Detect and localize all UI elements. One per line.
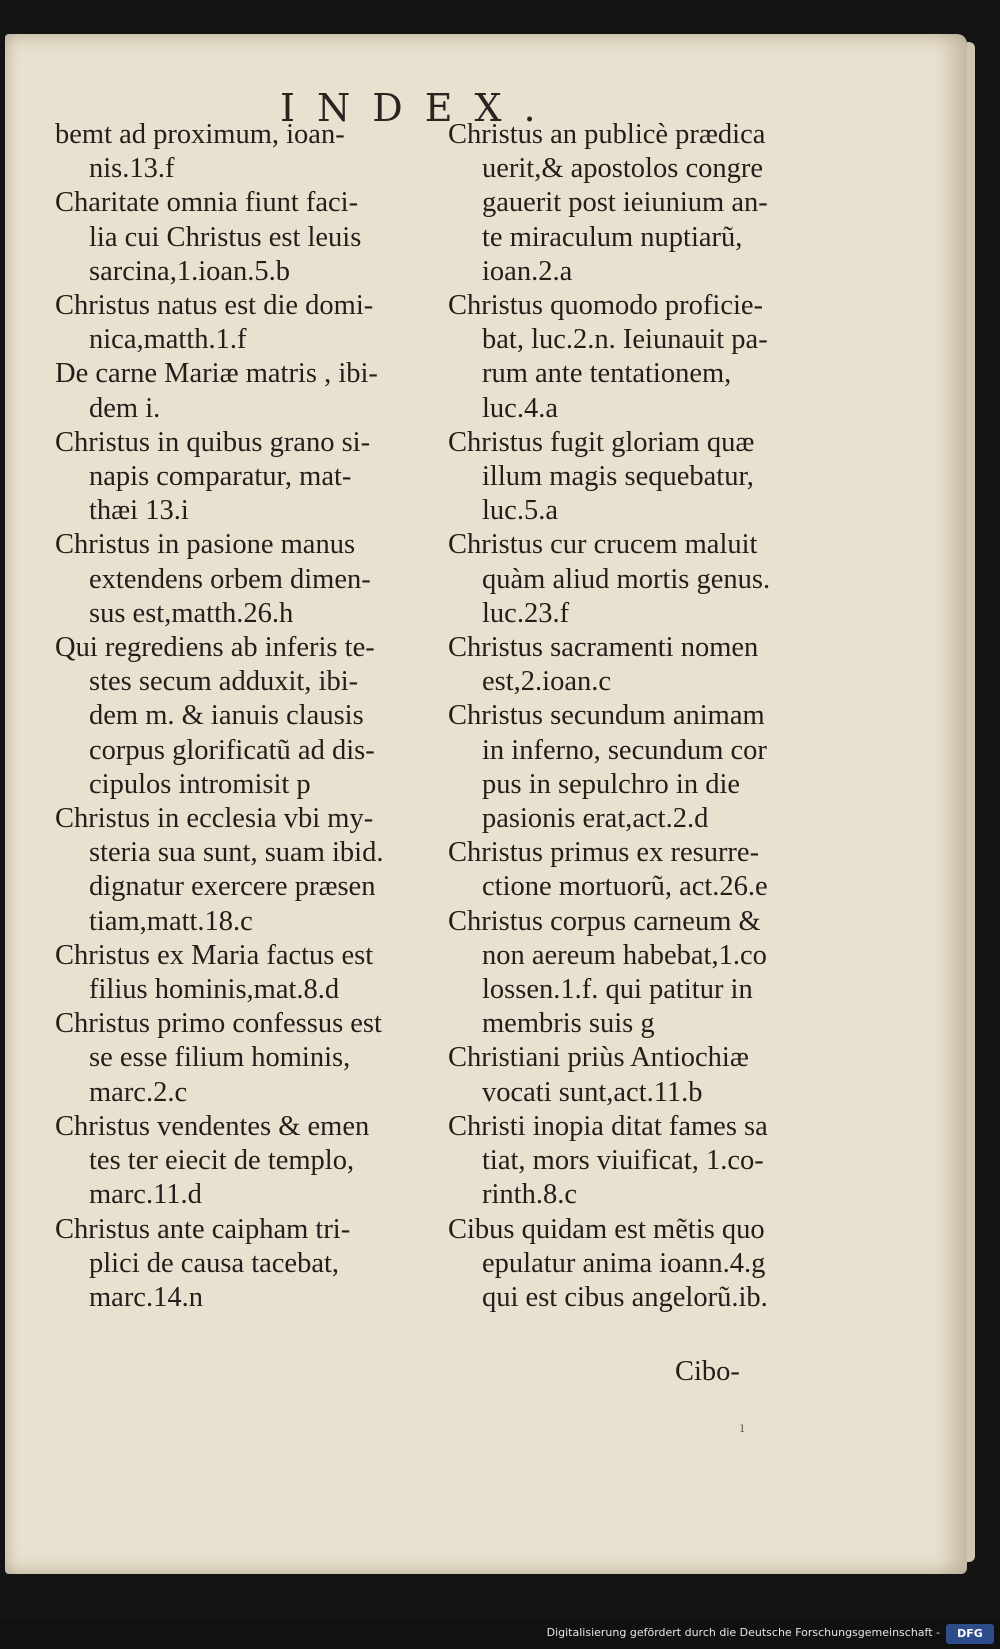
index-entry-line: stes secum adduxit, ibi- [89, 666, 359, 698]
index-entry-line: rum ante tentationem, [482, 358, 732, 390]
index-entry-line: bat, luc.2.n. Ieiunauit pa- [482, 324, 768, 356]
index-entry-line: marc.11.d [89, 1179, 202, 1211]
index-entry-line: dignatur exercere præsen [89, 871, 376, 903]
index-entry-line: uerit,& apostolos congre [482, 153, 763, 185]
index-entry-line: rinth.8.c [482, 1179, 577, 1211]
index-entry-line: gauerit post ieiunium an- [482, 187, 768, 219]
index-entry-line: dem i. [89, 392, 161, 424]
index-entry-line: Cibus quidam est mẽtis quo [448, 1213, 765, 1245]
index-entry-line: Christus ante caipham tri- [55, 1213, 351, 1245]
index-entry-line: Christus in ecclesia vbi my- [55, 803, 374, 835]
index-entry-line: pus in sepulchro in die [482, 768, 741, 800]
index-entry-line: lossen.1.f. qui patitur in [482, 974, 753, 1006]
index-entry-line: Christus sacramenti nomen [448, 632, 759, 664]
index-entry-line: Christus in pasione manus [55, 529, 356, 561]
index-entry-line: sus est,matth.26.h [89, 597, 294, 629]
index-entry-line: luc.23.f [482, 597, 570, 629]
index-entry-line: Christus vendentes & emen [55, 1110, 370, 1142]
index-entry [448, 836, 808, 904]
index-entry [55, 631, 425, 802]
index-entry [55, 1110, 425, 1213]
index-entry-line: epulatur anima ioann.4.g [482, 1247, 766, 1279]
index-entry-line: tiat, mors viuificat, 1.co- [482, 1145, 764, 1177]
index-entry [448, 289, 808, 426]
index-entry-line: luc.5.a [482, 495, 558, 527]
index-entry [55, 802, 425, 939]
index-entry-line: steria sua sunt, suam ibid. [89, 837, 384, 869]
index-entry-line: Qui regrediens ab inferis te- [55, 632, 375, 664]
index-entry [448, 699, 808, 836]
index-entry-line: corpus glorificatũ ad dis- [89, 734, 375, 766]
index-entry-line: Christus natus est die domi- [55, 290, 374, 322]
index-entry-line: luc.4.a [482, 392, 558, 424]
index-entry [55, 357, 425, 425]
index-entry-line: napis comparatur, mat- [89, 461, 352, 493]
index-entry-line: nis.13.f [89, 153, 175, 185]
index-entry [55, 1007, 425, 1110]
index-entry-line: Christus fugit gloriam quæ [448, 426, 755, 458]
index-entry-line: Christus quomodo proficie- [448, 290, 764, 322]
index-entry-line: Christus an publicè prædica [448, 119, 766, 150]
index-entry [55, 528, 425, 631]
index-entry-line: nica,matth.1.f [89, 324, 247, 356]
index-entry-line: ioan.2.a [482, 255, 573, 287]
index-entry [448, 118, 808, 289]
index-entry [55, 1213, 425, 1316]
index-entry-line: Charitate omnia fiunt faci- [55, 187, 359, 219]
index-entry-line: tiam,matt.18.c [89, 905, 253, 937]
page-edge [967, 42, 975, 1562]
index-entry [448, 1213, 808, 1316]
index-entry-line: Christus secundum animam [448, 700, 765, 732]
index-entry-line: Christus primus ex resurre- [448, 837, 760, 869]
index-entry-line: non aereum habebat,1.co [482, 939, 767, 971]
index-entry-line: se esse filium hominis, [89, 1042, 351, 1074]
index-column-left [55, 118, 425, 1315]
index-entry-line: illum magis sequebatur, [482, 461, 754, 493]
index-entry-line: Christus in quibus grano si- [55, 426, 371, 458]
index-entry-line: bemt ad proximum, ioan- [55, 119, 345, 150]
index-entry-line: tes ter eiecit de templo, [89, 1145, 355, 1177]
index-entry [55, 289, 425, 357]
index-entry [448, 1041, 808, 1109]
index-entry [55, 186, 425, 289]
index-entry-line: Christi inopia ditat fames sa [448, 1110, 768, 1142]
index-entry [448, 631, 808, 699]
index-entry [448, 905, 808, 1042]
index-entry-line: est,2.ioan.c [482, 666, 612, 698]
index-entry-line: ctione mortuorũ, act.26.e [482, 871, 768, 903]
dfg-logo: DFG [946, 1624, 994, 1644]
index-entry-line: sarcina,1.ioan.5.b [89, 255, 291, 287]
index-entry [448, 1110, 808, 1213]
index-entry-line: Christiani priùs Antiochiæ [448, 1042, 749, 1074]
index-entry-line: extendens orbem dimen- [89, 563, 371, 595]
running-head: INDEX. [280, 86, 558, 130]
index-entry-line: dem m. & ianuis clausis [89, 700, 364, 732]
index-entry-line: Christus ex Maria factus est [55, 939, 374, 971]
index-entry-line: quàm aliud mortis genus. [482, 563, 771, 595]
index-entry-line: plici de causa tacebat, [89, 1247, 340, 1279]
funding-credit: Digitalisierung gefördert durch die Deutsche Forschungsgemeinschaft - [546, 1626, 940, 1639]
index-entry-line: lia cui Christus est leuis [89, 221, 362, 253]
index-entry-line: cipulos intromisit p [89, 768, 311, 800]
index-entry [55, 426, 425, 529]
index-entry-line: Christus primo confessus est [55, 1008, 382, 1040]
index-entry-line: in inferno, secundum cor [482, 734, 767, 766]
index-entry [55, 118, 425, 186]
index-entry-line: pasionis erat,act.2.d [482, 803, 709, 835]
digitization-footer [0, 1620, 1000, 1649]
index-entry-line: Christus corpus carneum & [448, 905, 761, 937]
index-entry-line: qui est cibus angelorũ.ib. [482, 1281, 768, 1313]
index-column-right [448, 118, 808, 1315]
index-entry-line: te miraculum nuptiarũ, [482, 221, 743, 253]
index-entry [55, 939, 425, 1007]
index-entry-line: vocati sunt,act.11.b [482, 1076, 703, 1108]
index-entry-line: Christus cur crucem maluit [448, 529, 758, 561]
ink-speck: ı [740, 1420, 745, 1436]
index-entry-line: De carne Mariæ matris , ibi- [55, 358, 378, 390]
catchword: Cibo- [675, 1356, 740, 1387]
index-entry [448, 528, 808, 631]
index-entry-line: filius hominis,mat.8.d [89, 974, 340, 1006]
index-entry [448, 426, 808, 529]
index-entry-line: marc.14.n [89, 1281, 203, 1313]
index-entry-line: membris suis g [482, 1008, 655, 1040]
index-entry-line: marc.2.c [89, 1076, 188, 1108]
index-entry-line: thæi 13.i [89, 495, 189, 527]
